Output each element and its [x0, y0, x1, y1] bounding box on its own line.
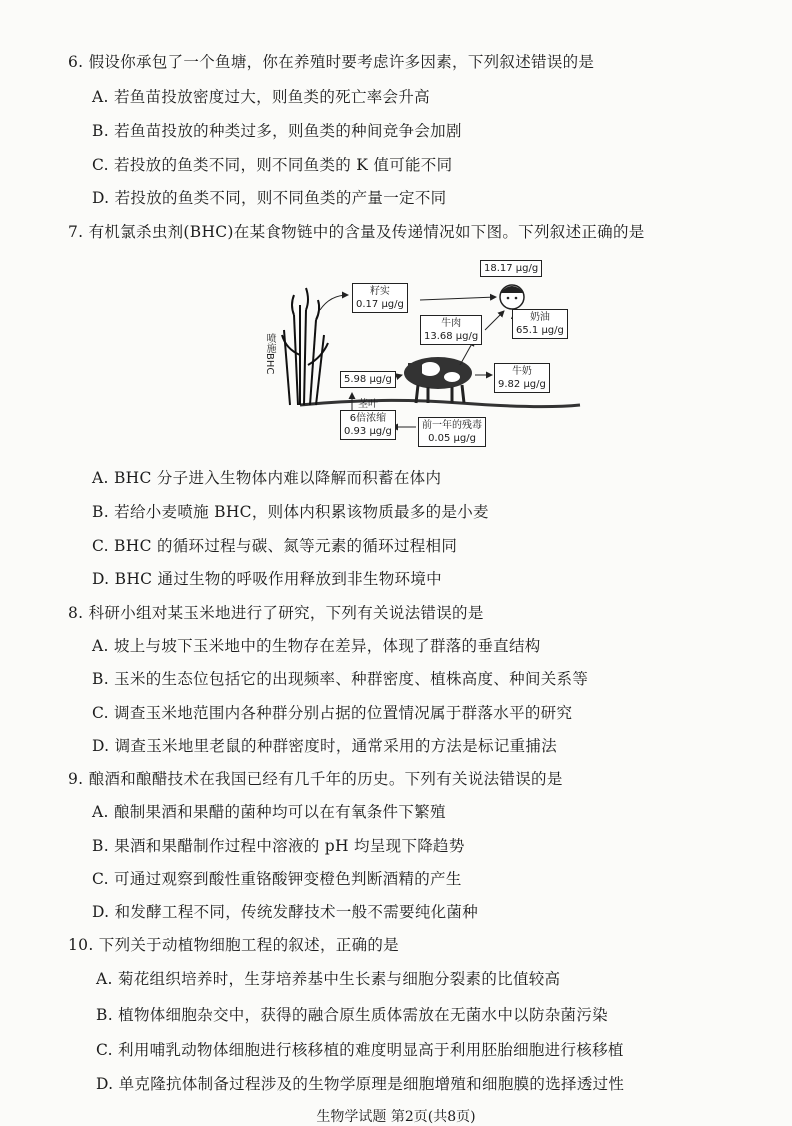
- question-9-stem: 9. 酿酒和酿醋技术在我国已经有几千年的历史。下列有关说法错误的是: [68, 770, 563, 788]
- butter-value: 65.1 μg/g: [516, 325, 564, 336]
- seed-value: 0.17 μg/g: [356, 299, 404, 310]
- butter-name: 奶油: [529, 312, 550, 323]
- question-8-option-d: D. 调查玉米地里老鼠的种群密度时，通常采用的方法是标记重捕法: [92, 737, 558, 755]
- question-7-option-a: A. BHC 分子进入生物体内难以降解而积蓄在体内: [92, 469, 442, 487]
- butter-box: [512, 309, 568, 339]
- question-7-stem: 7. 有机氯杀虫剂(BHC)在某食物链中的含量及传递情况如下图。下列叙述正确的是: [68, 223, 645, 241]
- question-6-option-c: C. 若投放的鱼类不同，则不同鱼类的 K 值可能不同: [92, 156, 453, 174]
- stem-box: [340, 371, 396, 388]
- stem-label: 茎叶: [358, 399, 378, 410]
- question-8-option-a: A. 坡上与坡下玉米地中的生物存在差异，体现了群落的垂直结构: [92, 637, 541, 655]
- seed-box: [352, 283, 408, 313]
- question-10-option-d: D. 单克隆抗体制备过程涉及的生物学原理是细胞增殖和细胞膜的选择透过性: [96, 1075, 625, 1093]
- question-9-option-d: D. 和发酵工程不同，传统发酵技术一般不需要纯化菌种: [92, 903, 479, 921]
- beef-name: 牛肉: [441, 318, 462, 329]
- question-6-option-d: D. 若投放的鱼类不同，则不同鱼类的产量一定不同: [92, 189, 447, 207]
- residue-name: 前一年的残毒: [422, 420, 482, 431]
- wheat-plant-illustration: [282, 288, 328, 405]
- question-7-option-d: D. BHC 通过生物的呼吸作用释放到非生物环境中: [92, 570, 442, 588]
- human-value: 18.17 μg/g: [484, 263, 539, 274]
- beef-box: [420, 315, 482, 345]
- stem-value: 5.98 μg/g: [344, 374, 392, 385]
- question-9-option-a: A. 酿制果酒和果醋的菌种均可以在有氧条件下繁殖: [92, 803, 446, 821]
- milk-value: 9.82 μg/g: [498, 379, 546, 390]
- question-10-option-a: A. 菊花组织培养时，生芽培养基中生长素与细胞分裂素的比值较高: [96, 970, 561, 988]
- question-6-option-b: B. 若鱼苗投放的种类过多，则鱼类的种间竞争会加剧: [92, 122, 462, 140]
- residue-box: [418, 417, 486, 447]
- question-7-option-c: C. BHC 的循环过程与碳、氮等元素的循环过程相同: [92, 537, 458, 555]
- seed-name: 籽实: [369, 286, 390, 297]
- bhc-food-chain-figure: [260, 255, 590, 450]
- spray-bhc-label: 喷施BHC: [264, 333, 275, 375]
- question-9-option-b: B. 果酒和果醋制作过程中溶液的 pH 均呈现下降趋势: [92, 837, 465, 855]
- page-footer: 生物学试题 第2页(共8页): [316, 1109, 476, 1125]
- cow-illustration: [404, 357, 472, 403]
- question-6-stem: 6. 假设你承包了一个鱼塘，你在养殖时要考虑许多因素，下列叙述错误的是: [68, 53, 595, 71]
- human-box: [480, 260, 542, 277]
- ground: [300, 400, 580, 406]
- question-9-option-c: C. 可通过观察到酸性重铬酸钾变橙色判断酒精的产生: [92, 870, 462, 888]
- question-6-option-a: A. 若鱼苗投放密度过大，则鱼类的死亡率会升高: [92, 88, 430, 106]
- question-7-option-b: B. 若给小麦喷施 BHC，则体内积累该物质最多的是小麦: [92, 503, 489, 521]
- concentration-box: [340, 410, 396, 440]
- milk-name: 牛奶: [511, 366, 532, 377]
- question-10-stem: 10. 下列关于动植物细胞工程的叙述，正确的是: [68, 936, 399, 954]
- question-10-option-b: B. 植物体细胞杂交中，获得的融合原生质体需放在无菌水中以防杂菌污染: [96, 1006, 608, 1024]
- milk-box: [494, 363, 550, 393]
- person-head-illustration: [500, 285, 524, 309]
- concentration-value: 0.93 μg/g: [344, 426, 392, 437]
- residue-value: 0.05 μg/g: [428, 433, 476, 444]
- question-8-option-b: B. 玉米的生态位包括它的出现频率、种群密度、植株高度、种间关系等: [92, 670, 589, 688]
- question-8-option-c: C. 调查玉米地范围内各种群分别占据的位置情况属于群落水平的研究: [92, 704, 573, 722]
- beef-value: 13.68 μg/g: [424, 331, 479, 342]
- question-8-stem: 8. 科研小组对某玉米地进行了研究，下列有关说法错误的是: [68, 604, 484, 622]
- concentration-name: 6倍浓缩: [349, 413, 387, 424]
- question-10-option-c: C. 利用哺乳动物体细胞进行核移植的难度明显高于利用胚胎细胞进行核移植: [96, 1041, 624, 1059]
